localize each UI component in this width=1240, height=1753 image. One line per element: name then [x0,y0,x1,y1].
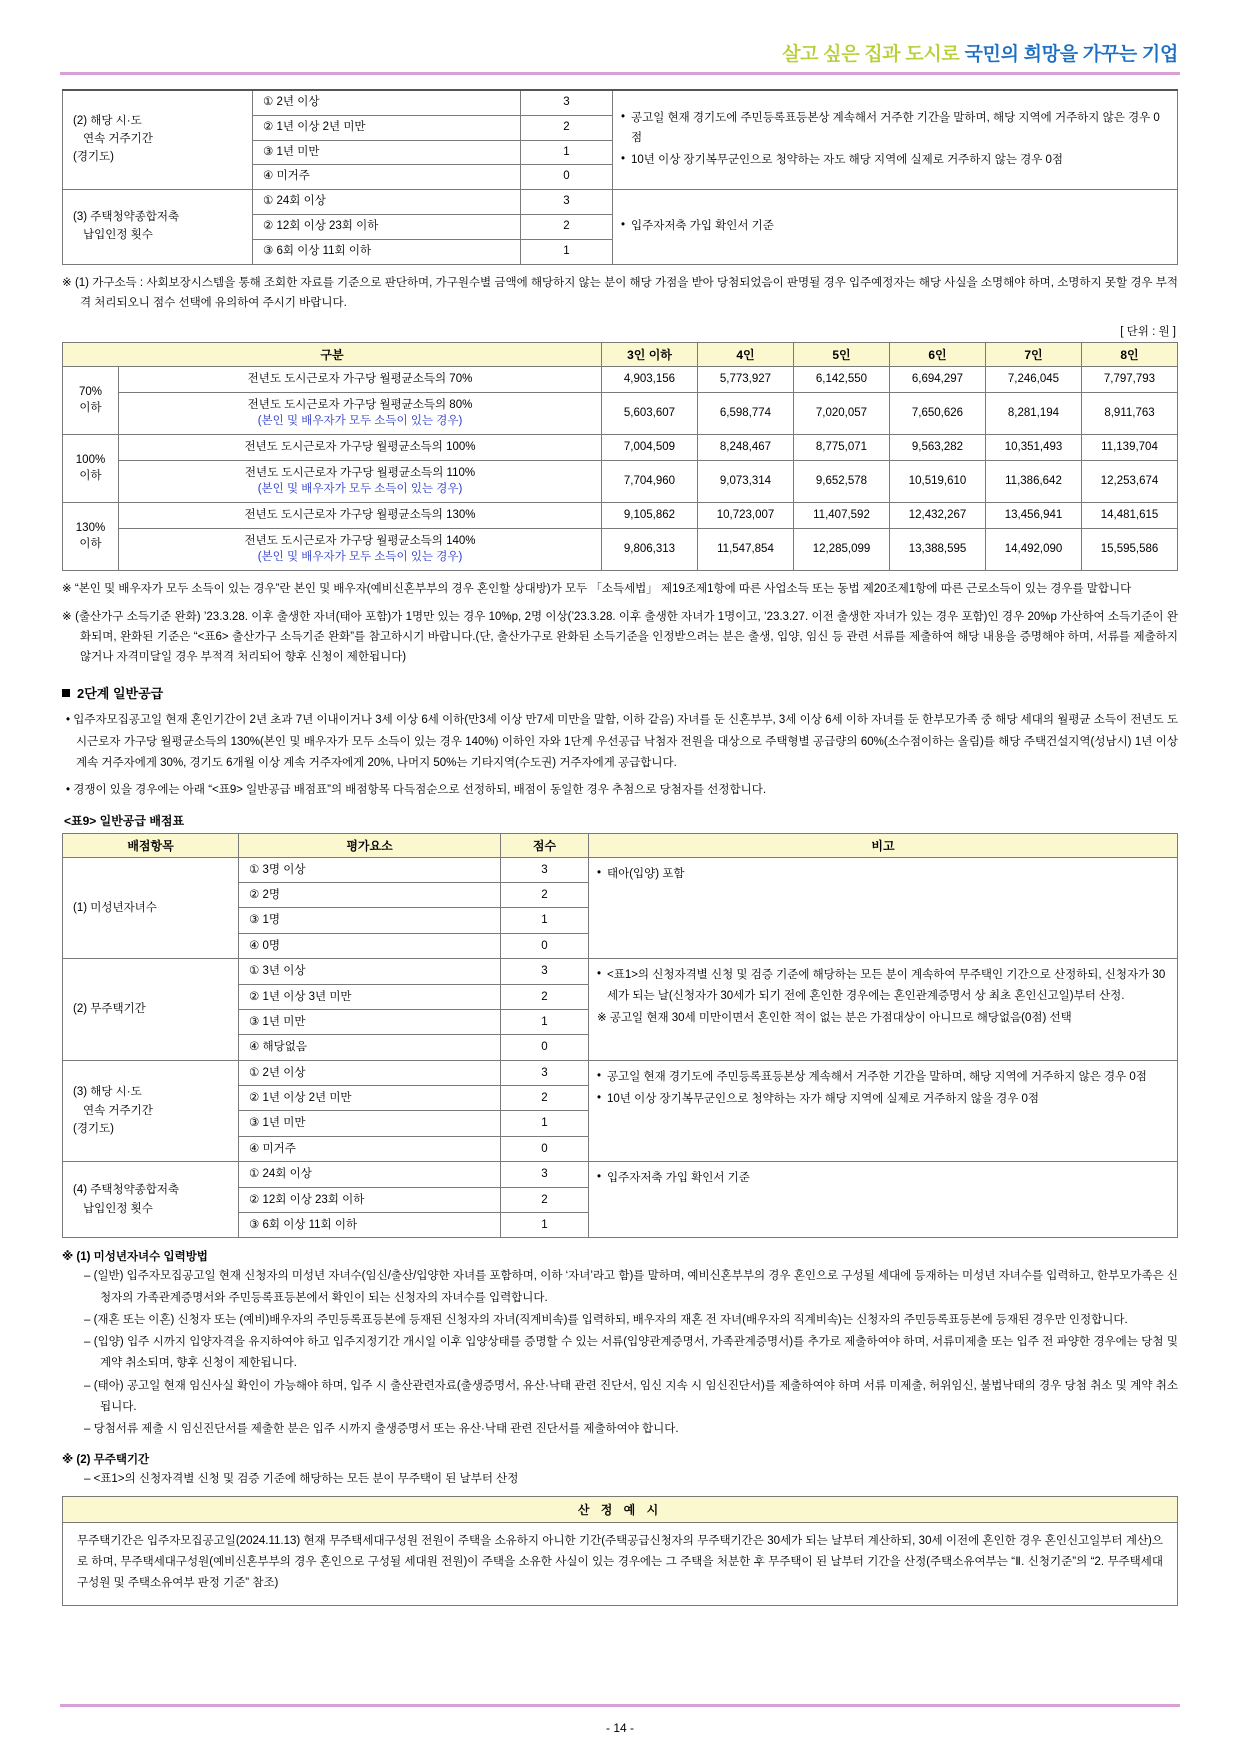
criteria-desc-cell [119,528,602,570]
criteria-desc-cell [119,502,602,528]
income-note-text: (출산가구 소득기준 완화) ’23.3.28. 이후 출생한 자녀(태아 포함)가 1명만 있는 경우 10%p, 2명 이상(’23.3.28. 이후 출생한 자녀가 1명이고, ’23.3.27. 이전 출생한 자녀가 있는 경우 포함)인 경우 20%p 가산하여 소득기준이 완화되며, 완화된 기준은 “<표6> 출산가구 소득기준 완화”를 참고하시기 바랍니다.(단, 출산가구로 완화된 소득기준을 인정받으려는 분은 출생, 입양, 임신 등 관련 서류를 제출하여 해당 내용을 증명해야 하며, 서류를 제출하지 않거나 자격미달일 경우 부적격 처리되어 향후 신청이 제한됩니다) [75,611,1178,664]
note-dash-item: – (일반) 입주자모집공고일 현재 신청자의 미성년 자녀수(임신/출산/입양한 자녀를 포함하며, 이하 ‘자녀’라고 함)를 말하며, 예비신혼부부의 경우 혼인으로 구성될 세대에 등재하는 미성년 자녀수를 입력하고, 한부모가족은 신청자의 가족관계증명서와 주민등록표등본에서 확인이 되는 신청자의 자녀수를 입력합니다. [62,1266,1178,1309]
score-cell: 2 [521,115,613,140]
minor-children-notes-title: ※ (1) 미성년자녀수 입력방법 [62,1251,208,1264]
table-row [63,857,1178,882]
income-note-text: “본인 및 배우자가 모두 소득이 있는 경우”란 본인 및 배우자(예비신혼부부의 경우 혼인할 상대방)가 모두 「소득세법」 제19조제1항에 따른 사업소득 또는 동법 제20조제1항에 따른 근로소득이 있는 경우를 말합니다 [74,582,1132,595]
page-header [0,0,1240,72]
household-income-note [62,273,1178,313]
remark-item: • 공고일 현재 경기도에 주민등록표등본상 계속해서 거주한 기간을 말하며, 해당 지역에 거주하지 않은 경우 0점 [597,1067,1169,1088]
income-criteria-table [62,342,1178,571]
score-cell: 1 [501,1213,589,1238]
element-cell: ③ 1년 미만 [253,140,521,165]
category-cell [63,90,253,190]
general-supply-score-table [62,833,1178,1239]
category-cell [63,1060,239,1162]
remark-cell [589,1162,1178,1238]
category-line: (2) 무주택기간 [73,1003,146,1016]
category-line: (3) 해당 시·도 [73,1086,142,1099]
category-cell [63,959,239,1061]
table-row [63,460,1178,502]
income-value: 6,694,297 [890,366,986,392]
no-house-period-notes-title: ※ (2) 무주택기간 [62,1453,150,1466]
element-cell: ④ 미거주 [253,165,521,190]
remark-item: • 입주자저축 가입 확인서 기준 [621,216,1169,236]
table-row [63,502,1178,528]
table-header-row [63,342,1178,366]
footer-divider-rule [60,1704,1180,1707]
column-header: 6인 [890,342,986,366]
element-cell: ② 1년 이상 2년 미만 [239,1086,501,1111]
remark-extra-text: 공고일 현재 30세 미만이면서 혼인한 적이 없는 분은 가점대상이 아니므로 해당없음(0점) 선택 [609,1012,1072,1025]
score-cell: 3 [501,1162,589,1187]
remark-item: • 입주자저축 가입 확인서 기준 [597,1168,1169,1189]
column-header: 구분 [63,342,602,366]
criteria-desc-cell [119,366,602,392]
score-cell: 1 [521,239,613,264]
element-cell: ③ 6회 이상 11회 이하 [239,1213,501,1238]
element-cell: ③ 1명 [239,908,501,933]
income-value: 9,073,314 [698,460,794,502]
category-line: (1) 미성년자녀수 [73,901,157,914]
score-cell: 3 [501,857,589,882]
score-cell: 0 [521,165,613,190]
score-table-caption: <표9> 일반공급 배점표 [64,813,185,828]
table-row [63,528,1178,570]
percent-line: 이하 [79,402,102,415]
company-slogan [782,39,1178,66]
column-header: 점수 [501,833,589,857]
remark-cell [589,959,1178,1061]
category-line: 연속 거주기간 [83,133,153,146]
category-line: (경기도) [73,1123,114,1136]
income-value: 8,281,194 [986,392,1082,434]
percent-line: 이하 [79,470,102,483]
criteria-subdesc: (본인 및 배우자가 모두 소득이 있는 경우) [257,415,463,428]
criteria-desc-cell [119,392,602,434]
column-header: 4인 [698,342,794,366]
table-row [63,190,1178,215]
income-value: 7,704,960 [602,460,698,502]
element-cell: ② 2명 [239,882,501,907]
section-heading-general-supply [62,683,1178,702]
score-cell: 3 [501,959,589,984]
income-value: 11,139,704 [1082,434,1178,460]
criteria-subdesc: (본인 및 배우자가 모두 소득이 있는 경우) [257,551,463,564]
score-cell: 2 [521,215,613,240]
income-value: 5,603,607 [602,392,698,434]
element-cell: ① 3명 이상 [239,857,501,882]
table-row [63,1060,1178,1085]
column-header: 7인 [986,342,1082,366]
criteria-desc: 전년도 도시근로자 가구당 월평균소득의 130% [244,508,476,521]
footer-divider-wrap [0,1704,1240,1707]
criteria-desc: 전년도 도시근로자 가구당 월평균소득의 110% [244,466,476,479]
income-value: 12,432,267 [890,502,986,528]
score-cell: 0 [501,1136,589,1161]
income-value: 14,492,090 [986,528,1082,570]
example-box-body: 무주택기간은 입주자모집공고일(2024.11.13) 현재 무주택세대구성원 전원이 주택을 소유하지 아니한 기간(주택공급신청자의 무주택기간은 30세가 되는 날부터 계산하되, 30세 이전에 혼인한 경우 혼인신고일부터 계산)으로 하며, 무주택세대구성원(예비신혼부부의 경우 혼인으로 구성될 세대원 전원)이 주택을 소유한 사실이 있는 경우에는 그 주택을 처분한 후 무주택이 된 날부터 기간을 산정(주택소유여부는 “Ⅱ. 신청기준”의 “2. 무주택세대구성원 및 주택소유여부 판정 기준” 참조) [62,1522,1178,1606]
income-value: 13,456,941 [986,502,1082,528]
element-cell: ② 12회 이상 23회 이하 [253,215,521,240]
income-value: 7,020,057 [794,392,890,434]
note-mark: ※ [62,276,72,289]
table-row [63,434,1178,460]
score-cell: 1 [501,1009,589,1034]
criteria-desc: 전년도 도시근로자 가구당 월평균소득의 100% [244,440,476,453]
criteria-desc: 전년도 도시근로자 가구당 월평균소득의 80% [247,398,473,411]
element-cell: ① 24회 이상 [253,190,521,215]
income-value: 7,650,626 [890,392,986,434]
slogan-blue-part: 국민의 희망을 가꾸는 기업 [964,44,1178,65]
table-header-row [63,833,1178,857]
unit-label: [ 단위 : 원 ] [1120,325,1176,338]
income-value: 12,285,099 [794,528,890,570]
percent-line: 이하 [79,538,102,551]
column-header: 8인 [1082,342,1178,366]
income-value: 13,388,595 [890,528,986,570]
income-note-1: ※ “본인 및 배우자가 모두 소득이 있는 경우”란 본인 및 배우자(예비신혼부부의 경우 혼인할 상대방)가 모두 「소득세법」 제19조제1항에 따른 사업소득 또는 동법 제20조제1항에 따른 근로소득이 있는 경우를 말합니다 [62,582,1132,595]
table-row [63,90,1178,115]
element-cell: ③ 1년 미만 [239,1111,501,1136]
income-value: 9,806,313 [602,528,698,570]
criteria-desc-cell [119,434,602,460]
income-value: 9,563,282 [890,434,986,460]
column-header: 배점항목 [63,833,239,857]
score-cell: 1 [521,140,613,165]
remark-extra: ※ 공고일 현재 30세 미만이면서 혼인한 적이 없는 분은 가점대상이 아니므로 해당없음(0점) 선택 [597,1012,1072,1025]
remark-cell [589,857,1178,959]
element-cell: ① 2년 이상 [253,90,521,115]
income-value: 6,598,774 [698,392,794,434]
note-dash-item: – (입양) 입주 시까지 입양자격을 유지하여야 하고 입주지정기간 개시일 이후 입양상태를 증명할 수 있는 서류(입양관계증명서, 가족관계증명서)를 추가로 제출하여야 하며, 서류미제출 또는 입주 전 파양한 경우에는 당첨 및 계약 취소되며, 향후 신청이 제한됩니다. [62,1332,1178,1375]
example-box-title: 산 정 예 시 [62,1496,1178,1522]
carryover-score-table [62,89,1178,265]
income-value: 7,246,045 [986,366,1082,392]
column-header: 5인 [794,342,890,366]
element-cell: ② 1년 이상 3년 미만 [239,984,501,1009]
income-value: 9,105,862 [602,502,698,528]
income-value: 8,775,071 [794,434,890,460]
column-header: 비고 [589,833,1178,857]
table-row [63,392,1178,434]
criteria-subdesc: (본인 및 배우자가 모두 소득이 있는 경우) [257,483,463,496]
income-value: 10,351,493 [986,434,1082,460]
note-dash-item: – <표1>의 신청자격별 신청 및 검증 기준에 해당하는 모든 분이 무주택이 된 날부터 산정 [62,1469,1178,1490]
element-cell: ③ 1년 미만 [239,1009,501,1034]
score-cell: 0 [501,1035,589,1060]
score-cell: 3 [521,90,613,115]
category-line: (2) 해당 시·도 [73,115,142,128]
percent-line: 130% [75,522,106,535]
slogan-green-part: 살고 싶은 집과 도시로 [782,44,965,65]
percent-group-cell [63,434,119,502]
category-line: 연속 거주기간 [83,1104,153,1117]
element-cell: ① 3년 이상 [239,959,501,984]
element-cell: ④ 미거주 [239,1136,501,1161]
remark-item: • 공고일 현재 경기도에 주민등록표등본상 계속해서 거주한 기간을 말하며, 해당 지역에 거주하지 않은 경우 0점 [621,108,1169,148]
score-cell: 1 [501,1111,589,1136]
income-value: 4,903,156 [602,366,698,392]
criteria-desc: 전년도 도시근로자 가구당 월평균소득의 140% [244,534,476,547]
income-value: 14,481,615 [1082,502,1178,528]
bullet-square-icon [62,689,70,697]
percent-group-cell [63,502,119,570]
category-line: (4) 주택청약종합저축 [73,1184,180,1197]
score-cell: 2 [501,882,589,907]
section-paragraph: • 입주자모집공고일 현재 혼인기간이 2년 초과 7년 이내이거나 3세 이상 6세 이하(만3세 이상 만7세 미만을 말함, 이하 같음) 자녀를 둔 신혼부부, 3세 이상 6세 이하 자녀를 둔 한부모가족 중 해당 세대의 월평균 소득이 전년도 도시근로자 가구당 월평균소득의 130%(본인 및 배우자가 모두 소득이 있는 경우 140%) 이하인 자와 1단계 우선공급 낙첨자 전원을 대상으로 주택형별 공급량의 60%(소수점이하는 올림)를 해당 주택건설지역(성남시) 1년 이상계속 거주자에게 30%, 경기도 6개월 이상 계속 거주자에게 20%, 나머지 50%는 기타지역(수도권) 거주자에게 공급합니다. [62,710,1178,774]
score-cell: 2 [501,1086,589,1111]
element-cell: ① 24회 이상 [239,1162,501,1187]
element-cell: ④ 해당없음 [239,1035,501,1060]
criteria-desc: 전년도 도시근로자 가구당 월평균소득의 70% [247,372,473,385]
income-note-2: ※ (출산가구 소득기준 완화) ’23.3.28. 이후 출생한 자녀(태아 포함)가 1명만 있는 경우 10%p, 2명 이상(’23.3.28. 이후 출생한 자녀가 1명이고, ’23.3.27. 이전 출생한 자녀가 있는 경우 포함)인 경우 20%p 가산하여 소득기준이 완화되며, 완화된 기준은 “<표6> 출산가구 소득기준 완화”를 참고하시기 바랍니다.(단, 출산가구로 완화된 소득기준을 인정받으려는 분은 출생, 입양, 임신 등 관련 서류를 제출하여 해당 내용을 증명해야 하며, 서류를 제출하지 않거나 자격미달일 경우 부적격 처리되어 향후 신청이 제한됩니다) [62,611,1178,664]
income-value: 11,407,592 [794,502,890,528]
income-value: 15,595,586 [1082,528,1178,570]
category-line: (3) 주택청약종합저축 [73,211,180,224]
income-value: 8,911,763 [1082,392,1178,434]
income-value: 7,004,509 [602,434,698,460]
remark-item: • 태아(입양) 포함 [597,864,1169,885]
table-row [63,1162,1178,1187]
note-dash-item: – (재혼 또는 이혼) 신청자 또는 (예비)배우자의 주민등록표등본에 등재된 신청자의 자녀(직계비속)를 입력하되, 배우자의 재혼 전 자녀(배우자의 직계비속)는 신청자의 주민등록표등본에 등재된 경우만 인정합니다. [62,1310,1178,1331]
income-value: 12,253,674 [1082,460,1178,502]
element-cell: ③ 6회 이상 11회 이하 [253,239,521,264]
remark-cell [613,90,1178,190]
score-cell: 1 [501,908,589,933]
percent-line: 100% [75,454,106,467]
income-value: 11,547,854 [698,528,794,570]
category-cell [63,1162,239,1238]
remark-item: • 10년 이상 장기복무군인으로 청약하는 자가 해당 지역에 실제로 거주하지 않을 경우 0점 [597,1089,1169,1110]
column-header: 평가요소 [239,833,501,857]
element-cell: ④ 0명 [239,933,501,958]
column-header: 3인 이하 [602,342,698,366]
table-row [63,959,1178,984]
remark-item: • <표1>의 신청자격별 신청 및 검증 기준에 해당하는 모든 분이 계속하여 무주택인 기간으로 산정하되, 신청자가 30세가 되는 날(신청자가 30세가 되기 전에 혼인한 경우에는 혼인관계증명서 상 최초 혼인신고일)부터 산정. [597,965,1169,1006]
element-cell: ① 2년 이상 [239,1060,501,1085]
remark-cell [589,1060,1178,1162]
remark-item: • 10년 이상 장기복무군인으로 청약하는 자도 해당 지역에 실제로 거주하지 않는 경우 0점 [621,150,1169,170]
note-dash-item: – (태아) 공고일 현재 임신사실 확인이 가능해야 하며, 입주 시 출산관련자료(출생증명서, 유산·낙태 관련 진단서, 임신 지속 시 임신진단서)를 제출하여야 하며 서류 미제출, 허위임신, 불법낙태의 경우 당첨 취소 및 계약 취소됩니다. [62,1376,1178,1419]
income-value: 10,723,007 [698,502,794,528]
criteria-desc-cell [119,460,602,502]
percent-line: 70% [78,386,103,399]
remark-cell [613,190,1178,264]
category-cell [63,857,239,959]
income-value: 9,652,578 [794,460,890,502]
note-text: (1) 가구소득 : 사회보장시스템을 통해 조회한 자료를 기준으로 판단하며, 가구원수별 금액에 해당하지 않는 분이 해당 가점을 받아 당첨되었음이 판명될 경우 입주예정자는 해당 사실을 소명해야 하며, 소명하지 못할 경우 부적격 처리되오니 점수 선택에 유의하여 주시기 바랍니다. [74,276,1178,309]
income-value: 5,773,927 [698,366,794,392]
category-cell [63,190,253,264]
category-line: 납입인정 횟수 [83,1202,153,1215]
category-line: 납입인정 횟수 [83,228,153,241]
score-cell: 2 [501,1187,589,1212]
income-value: 6,142,550 [794,366,890,392]
score-cell: 0 [501,933,589,958]
income-value: 10,519,610 [890,460,986,502]
category-line: (경기도) [73,151,114,164]
percent-group-cell [63,366,119,434]
section-heading-label: 2단계 일반공급 [77,686,164,702]
score-cell: 3 [501,1060,589,1085]
score-cell: 2 [501,984,589,1009]
score-cell: 3 [521,190,613,215]
calculation-example-box [62,1496,1178,1606]
income-value: 11,386,642 [986,460,1082,502]
element-cell: ② 1년 이상 2년 미만 [253,115,521,140]
page-content [62,75,1178,1606]
note-dash-item: – 당첨서류 제출 시 임신진단서를 제출한 분은 입주 시까지 출생증명서 또는 유산·낙태 관련 진단서를 제출하여야 합니다. [62,1419,1178,1440]
section-paragraph: • 경쟁이 있을 경우에는 아래 “<표9> 일반공급 배점표”의 배점항목 다득점순으로 선정하되, 배점이 동일한 경우 추첨으로 당첨자를 선정합니다. [62,780,1178,801]
table-row [63,366,1178,392]
element-cell: ② 12회 이상 23회 이하 [239,1187,501,1212]
page-number: - 14 - [605,1721,634,1735]
income-value: 8,248,467 [698,434,794,460]
income-value: 7,797,793 [1082,366,1178,392]
